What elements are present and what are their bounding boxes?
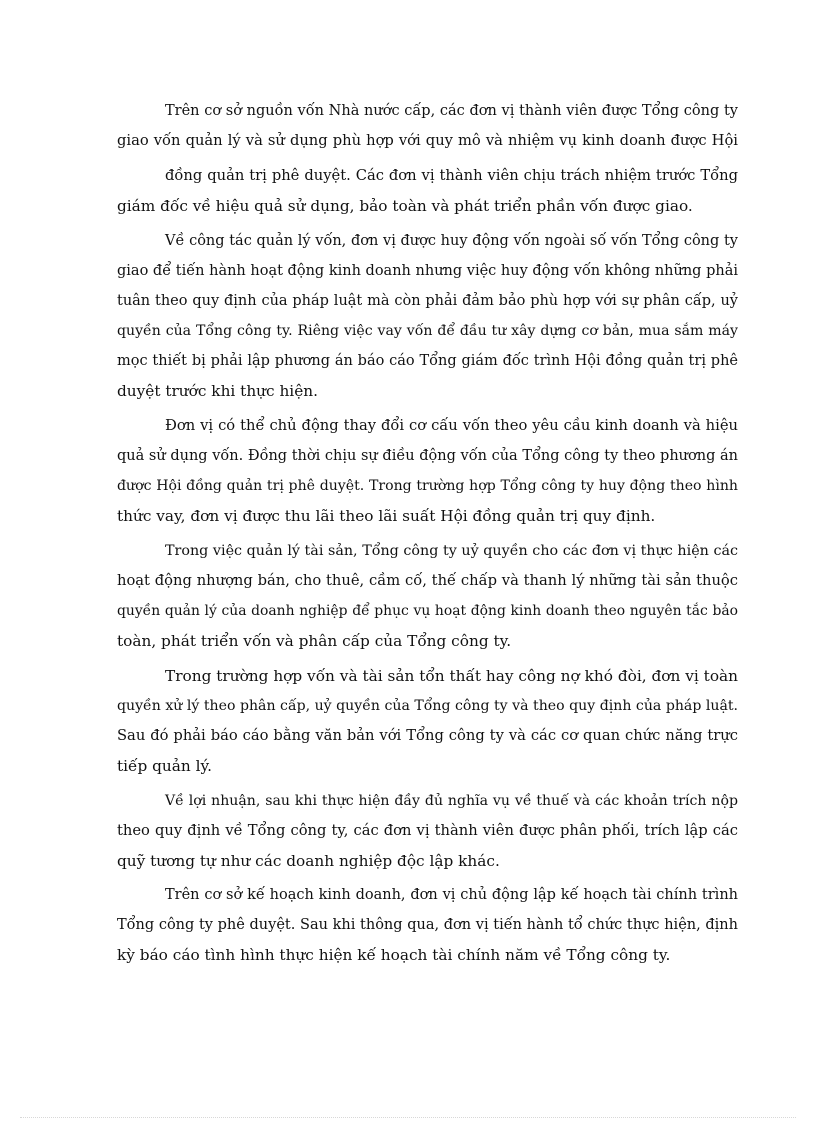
paragraph-5-line-3: Sau đó phải báo cáo bằng văn bản với Tổng công ty và các cơ quan chức năng trực — [117, 727, 738, 744]
paragraph-2-line-6: duyệt trước khi thực hiện. — [117, 382, 318, 400]
paragraph-4-line-4: toàn, phát triển vốn và phân cấp của Tổng công ty. — [117, 632, 512, 650]
paragraph-5-line-2: quyền xử lý theo phân cấp, uỷ quyền của Tổng công ty và theo quy định của pháp luật. — [117, 698, 738, 714]
paragraph-5-line-1: Trong trường hợp vốn và tài sản tổn thất hay công nợ khó đòi, đơn vị toàn — [165, 667, 738, 685]
paragraph-2-line-3: tuân theo quy định của pháp luật mà còn phải đảm bảo phù hợp với sự phân cấp, uỷ — [117, 293, 738, 309]
paragraph-2-line-2: giao để tiến hành hoạt động kinh doanh nhưng việc huy động vốn không những phải — [117, 263, 738, 279]
page-bottom-divider — [20, 1117, 796, 1118]
paragraph-4-line-1: Trong việc quản lý tài sản, Tổng công ty uỷ quyền cho các đơn vị thực hiện các — [165, 543, 738, 559]
paragraph-5-line-4: tiếp quản lý. — [117, 757, 212, 775]
paragraph-7-line-2: Tổng công ty phê duyệt. Sau khi thông qua, đơn vị tiến hành tổ chức thực hiện, định — [117, 917, 738, 933]
paragraph-1-line-3: đồng quản trị phê duyệt. Các đơn vị thành viên chịu trách nhiệm trước Tổng — [165, 167, 738, 184]
paragraph-4-line-2: hoạt động nhượng bán, cho thuê, cầm cố, thế chấp và thanh lý những tài sản thuộc — [117, 572, 738, 589]
paragraph-1-line-2: giao vốn quản lý và sử dụng phù hợp với quy mô và nhiệm vụ kinh doanh được Hội — [117, 132, 738, 149]
paragraph-3-line-4: thức vay, đơn vị được thu lãi theo lãi suất Hội đồng quản trị quy định. — [117, 507, 656, 525]
paragraph-1-line-1: Trên cơ sở nguồn vốn Nhà nước cấp, các đơn vị thành viên được Tổng công ty — [165, 103, 738, 119]
paragraph-2-line-5: mọc thiết bị phải lập phương án báo cáo Tổng giám đốc trình Hội đồng quản trị phê — [117, 353, 738, 369]
paragraph-1-line-4: giám đốc về hiệu quả sử dụng, bảo toàn và phát triển phần vốn được giao. — [117, 197, 693, 215]
paragraph-3-line-2: quả sử dụng vốn. Đồng thời chịu sự điều động vốn của Tổng công ty theo phương án — [117, 448, 738, 464]
paragraph-3-line-1: Đơn vị có thể chủ động thay đổi cơ cấu vốn theo yêu cầu kinh doanh và hiệu — [165, 417, 738, 434]
paragraph-2-line-4: quyền của Tổng công ty. Riêng việc vay vốn để đầu tư xây dựng cơ bản, mua sắm máy — [117, 323, 738, 339]
paragraph-6-line-1: Về lợi nhuận, sau khi thực hiện đầy đủ nghĩa vụ về thuế và các khoản trích nộp — [165, 793, 738, 809]
paragraph-2-line-1: Về công tác quản lý vốn, đơn vị được huy động vốn ngoài số vốn Tổng công ty — [165, 233, 738, 249]
paragraph-4-line-3: quyền quản lý của doanh nghiệp để phục vụ hoạt động kinh doanh theo nguyên tắc bảo — [117, 603, 738, 619]
paragraph-6-line-3: quỹ tương tự như các doanh nghiệp độc lập khác. — [117, 852, 500, 870]
paragraph-6-line-2: theo quy định về Tổng công ty, các đơn vị thành viên được phân phối, trích lập các — [117, 822, 738, 839]
paragraph-3-line-3: được Hội đồng quản trị phê duyệt. Trong trường hợp Tổng công ty huy động theo hình — [117, 478, 738, 494]
paragraph-7-line-3: kỳ báo cáo tình hình thực hiện kế hoạch tài chính năm về Tổng công ty. — [117, 946, 671, 964]
paragraph-7-line-1: Trên cơ sở kế hoạch kinh doanh, đơn vị chủ động lập kế hoạch tài chính trình — [165, 887, 738, 903]
